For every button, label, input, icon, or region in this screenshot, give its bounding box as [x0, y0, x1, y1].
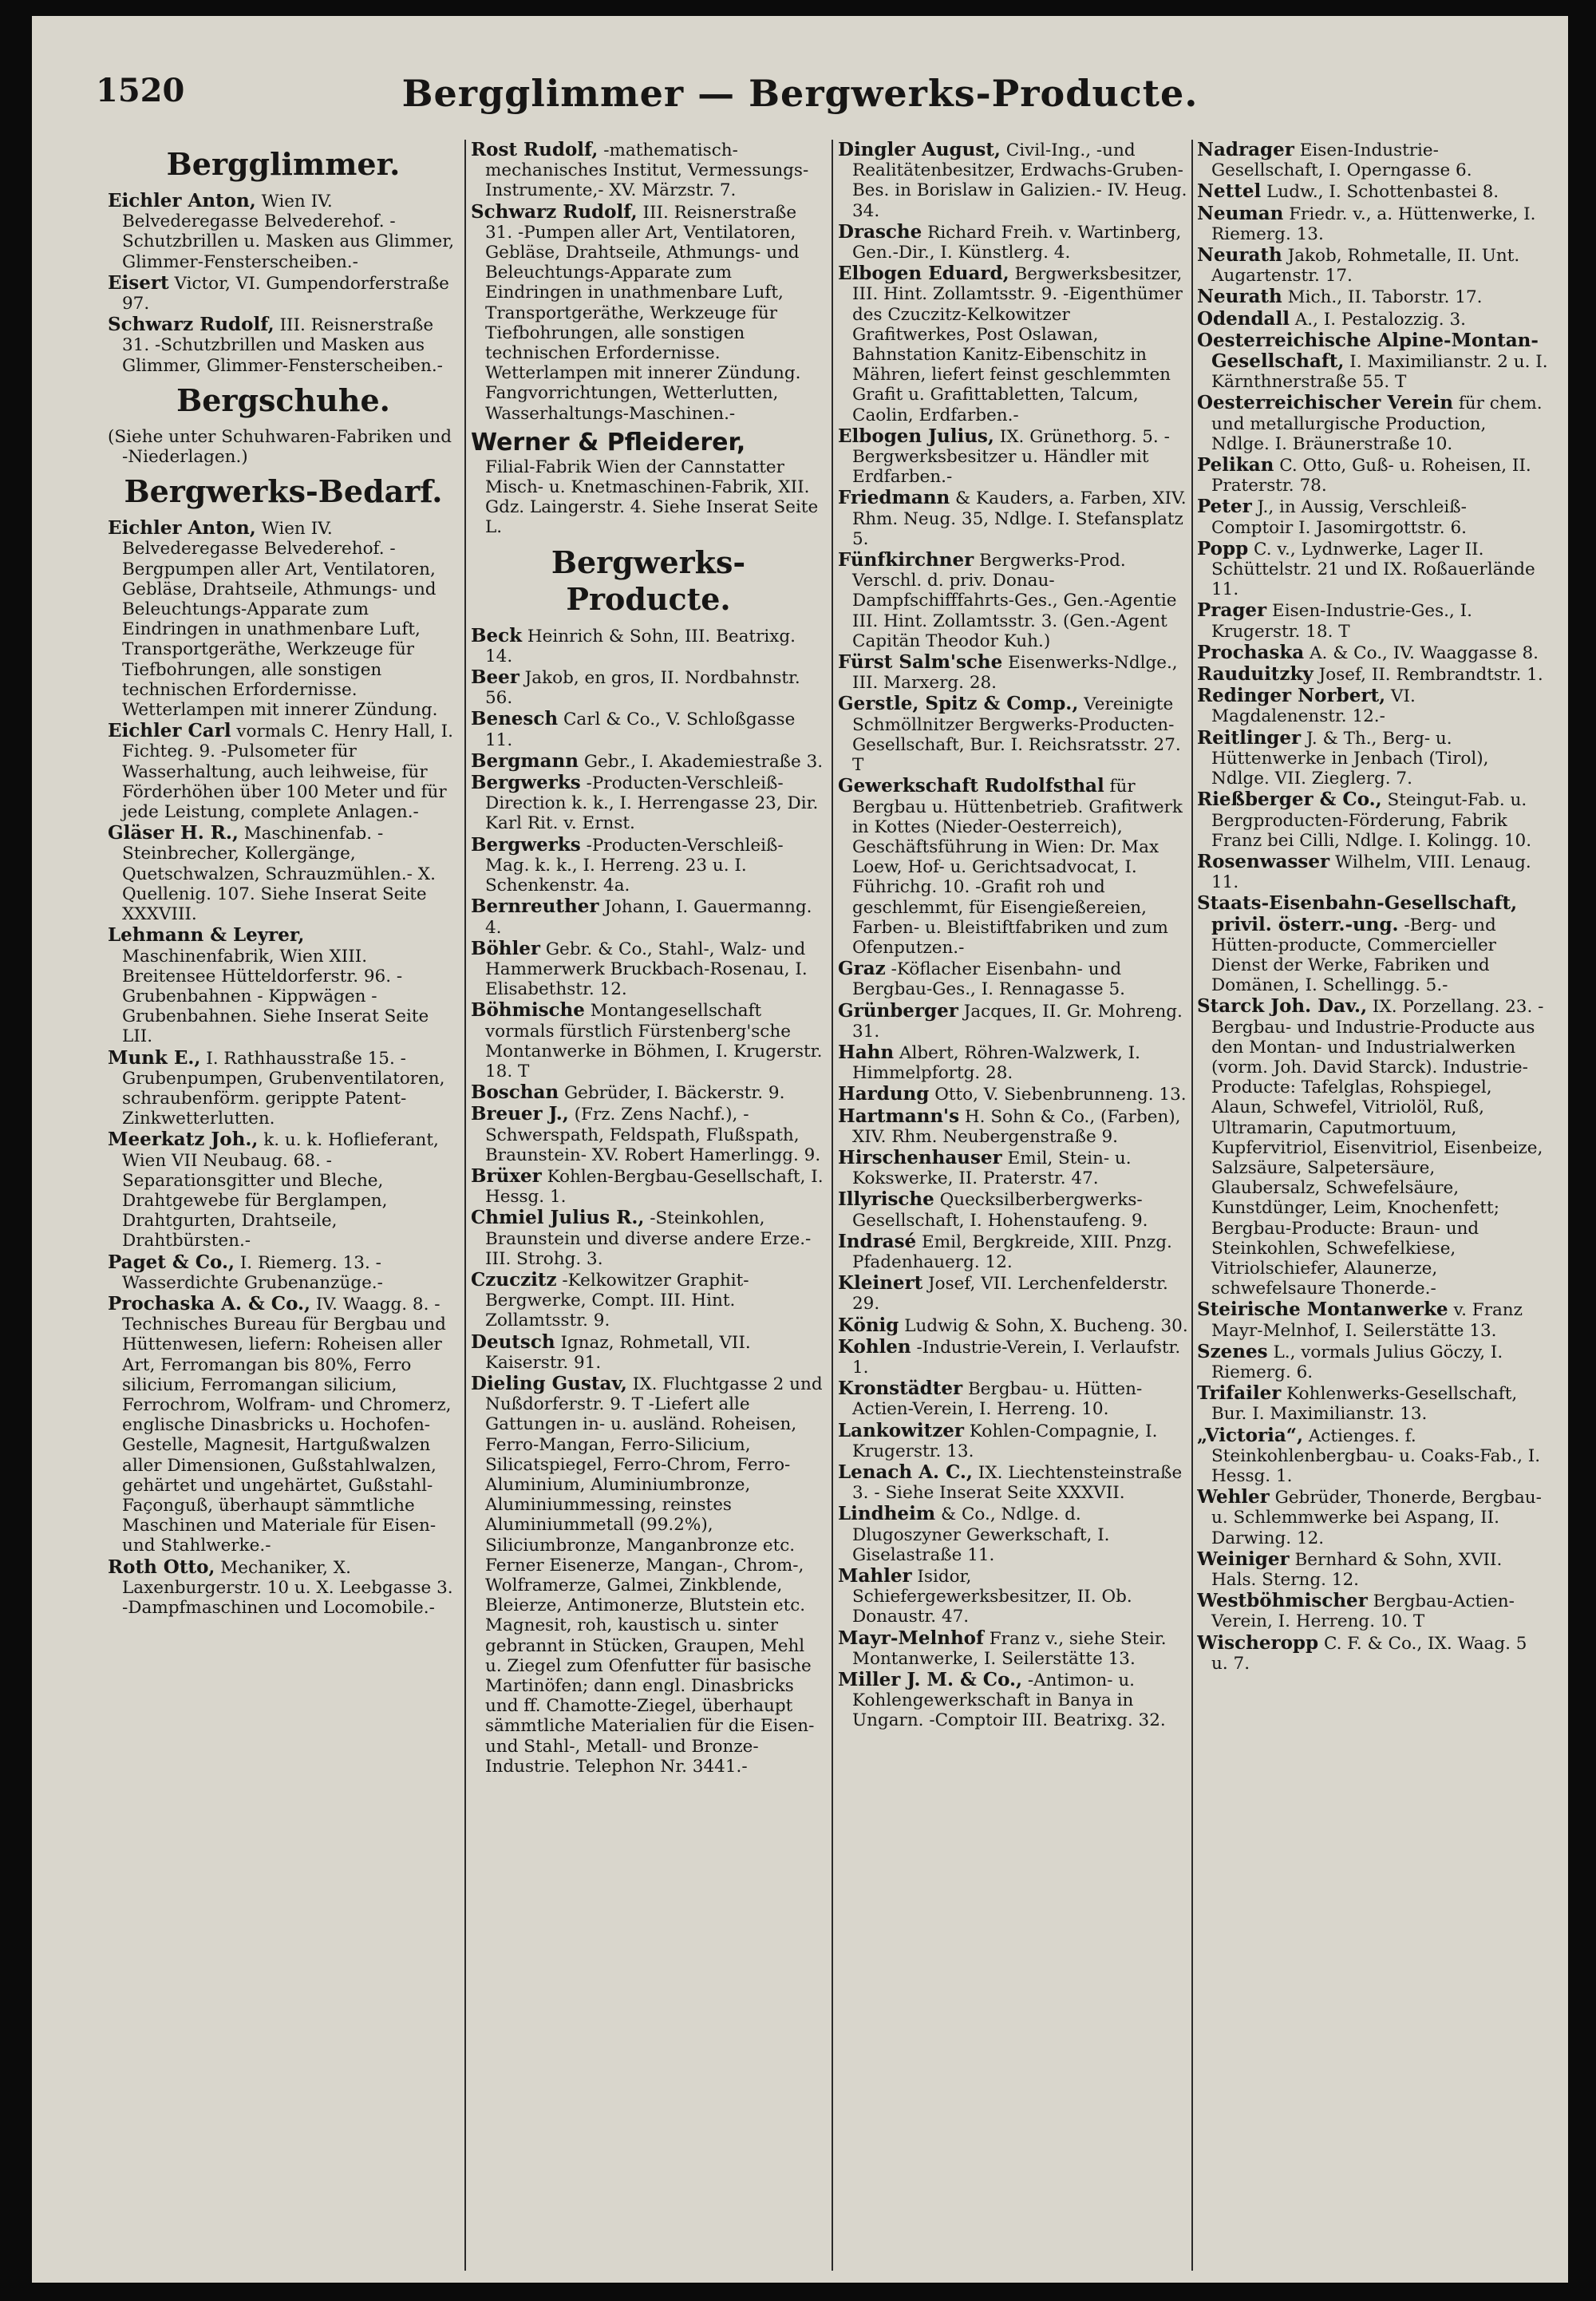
entry-name: Graz	[838, 958, 886, 980]
entry-name: Brüxer	[471, 1164, 542, 1187]
entry-text: (Siehe unter Schuhwaren-Fabriken und -Niederlagen.)	[108, 426, 452, 468]
entry-name: Breuer J.,	[471, 1103, 569, 1125]
entry-text: Filial-Fabrik Wien der Cannstatter Misch- u. Knetmaschinen-Fabrik, XII. Gdz. Laingerstr. 4. Siehe Inserat Seite L.	[485, 457, 819, 538]
section-heading: Bergschuhe.	[176, 382, 390, 418]
directory-entry	[1197, 496, 1548, 537]
entry-name: Neurath	[1197, 244, 1282, 267]
entry-text: III. Reisnerstraße 31. -Schutzbrillen und Masken aus Glimmer, Glimmer-Fensterscheiben.-	[122, 315, 443, 376]
directory-entry	[471, 1082, 826, 1103]
page-number: 1520	[96, 72, 185, 109]
directory-entry	[838, 1148, 1189, 1188]
entry-name: Wehler	[1197, 1486, 1270, 1508]
entry-text: k. u. k. Hoflieferant, Wien VII Neubaug. 68. -Separationsgitter und Bleche, Drahtgewebe für Berglampen, Drahtgurten, Drahtseile, Drahtbürsten.-	[122, 1130, 439, 1251]
directory-entry	[838, 1421, 1189, 1461]
entry-name: Prager	[1197, 599, 1267, 622]
column-4	[1197, 140, 1548, 2271]
entry-name: Pelikan	[1197, 454, 1274, 476]
entry-name: Illyrische	[838, 1188, 934, 1211]
entry-text: IX. Liechtensteinstraße 3. - Siehe Inserat Seite XXXVII.	[852, 1463, 1183, 1504]
entry-text: Gebrüder, I. Bäckerstr. 9.	[563, 1083, 785, 1104]
entry-text: Ludw., I. Schottenbastei 8.	[1266, 182, 1499, 203]
directory-entry	[1197, 893, 1548, 995]
entry-name: Rost Rudolf,	[471, 140, 598, 160]
entry-name: Werner & Pfleiderer,	[471, 428, 746, 457]
directory-entry	[471, 773, 826, 834]
entry-text: Maschinenfab. -Steinbrecher, Kollergänge, Quetschwalzen, Schrauzmühlen.- X. Quellenig. 107. Siehe Inserat Seite XXXVIII.	[122, 824, 436, 925]
entry-text: Albert, Röhren-Walzwerk, I. Himmelpfortg. 28.	[852, 1042, 1140, 1084]
directory-entry	[1197, 455, 1548, 496]
entry-text: III. Reisnerstraße 31. -Pumpen aller Art, Ventilatoren, Gebläse, Drahtseile, Athmungs- und Beleuchtungs-Apparate zum Eindringen in unathmenbare Luft, Transportgeräthe, Werkzeuge für Tiefbohrungen, alle sonstigen technischen Erfordernisse. Wetterlampen mit innerer Zündung. Fangvorrichtungen, Wetterlutten, Wasserhaltungs-Maschinen.-	[485, 202, 801, 424]
entry-text: Emil, Stein- u. Kokswerke, II. Praterstr. 47.	[852, 1148, 1132, 1189]
entry-name: Elbogen Eduard,	[838, 263, 1009, 285]
entry-text: A., I. Pestalozzig. 3.	[1294, 309, 1466, 330]
entry-name: Prochaska A. & Co.,	[108, 1292, 311, 1315]
directory-entry	[1197, 393, 1548, 454]
column-rule	[832, 140, 833, 2271]
directory-entry	[471, 751, 826, 772]
directory-entry	[471, 835, 826, 896]
entry-text: & Kauders, a. Farben, XIV. Rhm. Neug. 35, Ndlge. I. Stefansplatz 5.	[852, 488, 1187, 549]
entry-name: Nadrager	[1197, 140, 1294, 160]
entry-name: Bergmann	[471, 749, 579, 772]
entry-name: Trifailer	[1197, 1382, 1282, 1405]
entry-text: IV. Waagg. 8. -Technisches Bureau für Bergbau und Hüttenwesen, liefern: Roheisen aller Art, Ferromangan bis 80%, Ferro silicium, Ferromangan silicium, Ferrochrom, Wolfram- und Chromerz, englische Dinasbricks u. Hochofen-Gestelle, Magnesit, Hartgußwalzen aller Dimensionen, Gußstahlwalzen, gehärtet und ungehärtet, Gußstahl-Façonguß, überhaupt sämmtliche Maschinen und Materiale für Eisen- und Stahlwerke.-	[122, 1294, 452, 1556]
entry-text: Kohlen-Compagnie, I. Krugerstr. 13.	[852, 1421, 1158, 1461]
entry-text: Wilhelm, VIII. Lenaug. 11.	[1211, 852, 1531, 893]
directory-entry	[108, 823, 459, 924]
entry-text: Mechaniker, X. Laxenburgerstr. 10 u. X. Leebgasse 3. -Dampfmaschinen und Locomobile.-	[122, 1557, 453, 1618]
entry-name: Gewerkschaft Rudolfsthal	[838, 775, 1104, 797]
entry-name: Grünberger	[838, 999, 958, 1022]
directory-entry	[1197, 1591, 1548, 1631]
directory-entry	[838, 1001, 1189, 1042]
column-1	[108, 140, 459, 2271]
directory-entry	[1197, 1425, 1548, 1487]
entry-text: Heinrich & Sohn, III. Beatrixg. 14.	[485, 626, 796, 666]
entry-name: Lenach A. C.,	[838, 1461, 973, 1483]
directory-entry	[1197, 539, 1548, 600]
entry-text: Mich., II. Taborstr. 17.	[1287, 287, 1483, 308]
directory-entry	[471, 1270, 826, 1331]
entry-text: Bernhard & Sohn, XVII. Hals. Sterng. 12.	[1211, 1549, 1503, 1591]
directory-entry	[471, 667, 826, 708]
directory-entry	[471, 1000, 826, 1081]
column-2	[471, 140, 826, 2271]
entry-name: Indrasé	[838, 1230, 917, 1252]
entry-name: Schwarz Rudolf,	[471, 200, 638, 223]
entry-text: Emil, Bergkreide, XIII. Pnzg. Pfadenhauerg. 12.	[852, 1232, 1172, 1272]
entry-text: Gebr. & Co., Stahl-, Walz- und Hammerwerk Bruckbach-Rosenau, I. Elisabethstr. 12.	[485, 939, 808, 1000]
entry-name: Oesterreichische Alpine-Montan-Gesellschaft,	[1197, 329, 1539, 373]
directory-entry	[1197, 245, 1548, 286]
entry-name: Gerstle, Spitz & Comp.,	[838, 693, 1079, 715]
entry-text: Eisenwerks-Ndlge., III. Marxerg. 28.	[852, 653, 1178, 694]
directory-entry	[838, 776, 1189, 958]
directory-entry	[108, 191, 459, 272]
directory-entry	[108, 1294, 459, 1556]
entry-name: Hartmann's	[838, 1105, 960, 1127]
entry-text: I. Riemerg. 13. -Wasserdichte Grubenanzüge.-	[122, 1252, 383, 1293]
directory-entry	[1197, 996, 1548, 1299]
directory-entry	[838, 1106, 1189, 1147]
column-3	[838, 140, 1189, 2271]
directory-entry	[108, 314, 459, 376]
directory-entry	[838, 140, 1189, 221]
directory-entry	[1197, 181, 1548, 202]
directory-entry	[108, 427, 459, 467]
entry-text: Josef, VII. Lerchenfelderstr. 29.	[852, 1274, 1168, 1315]
entry-name: Mayr-Melnhof	[838, 1627, 984, 1649]
directory-entry	[838, 426, 1189, 488]
directory-entry	[1197, 852, 1548, 892]
entry-text: Civil-Ing., -und Realitätenbesitzer, Erdwachs-Gruben-Bes. in Borislaw in Galizien.- IV. Heug. 34.	[852, 140, 1187, 221]
directory-entry	[108, 1129, 459, 1251]
entry-name: Eichler Anton,	[108, 190, 256, 212]
entry-text: Isidor, Schiefergewerksbesitzer, II. Ob. Donaustr. 47.	[852, 1567, 1132, 1627]
section-heading: Bergglimmer.	[166, 146, 401, 182]
directory-entry	[471, 939, 826, 1000]
entry-text: -Producten-Verschleiß-Direction k. k., I. Herrengasse 23, Dir. Karl Rit. v. Ernst.	[485, 773, 819, 834]
directory-entry	[1197, 642, 1548, 663]
entry-text: Bergwerks-Prod. Verschl. d. priv. Donau-Dampfschifffahrts-Ges., Gen.-Agentie III. Hint. Zollamtsstr. 3. (Gen.-Agent Capitän Theodor Kuh.)	[852, 551, 1177, 651]
directory-entry	[838, 694, 1189, 775]
entry-name: Fünfkirchner	[838, 549, 974, 571]
directory-entry	[471, 1104, 826, 1165]
entry-name: Boschan	[471, 1081, 559, 1104]
directory-entry	[471, 1332, 826, 1373]
directory-entry	[1197, 287, 1548, 307]
entry-text: Josef, II. Rembrandtstr. 1.	[1318, 665, 1543, 686]
column-rule	[1191, 140, 1193, 2271]
entry-name: Deutsch	[471, 1330, 555, 1353]
entry-text: Victor, VI. Gumpendorferstraße 97.	[122, 273, 449, 314]
entry-text: C. Otto, Guß- u. Roheisen, II. Praterstr. 78.	[1211, 456, 1531, 496]
directory-entry	[108, 1252, 459, 1293]
entry-text: Jakob, Rohmetalle, II. Unt. Augartenstr. 17.	[1211, 246, 1520, 287]
entry-text: Carl & Co., V. Schloßgasse 11.	[485, 710, 796, 750]
entry-text: Steingut-Fab. u. Bergproducten-Förderung, Fabrik Franz bei Cilli, Ndlge. I. Kolingg. 10.	[1211, 790, 1532, 851]
entry-name: Meerkatz Joh.,	[108, 1129, 259, 1151]
entry-name: Elbogen Julius,	[838, 425, 994, 447]
entry-text: -mathematisch-mechanisches Institut, Vermessungs-Instrumente,- XV. Märzstr. 7.	[485, 140, 809, 201]
entry-name: Neuman	[1197, 202, 1284, 224]
entry-name: Roth Otto,	[108, 1556, 215, 1578]
directory-entry	[838, 1628, 1189, 1669]
entry-name: Dieling Gustav,	[471, 1372, 627, 1394]
entry-name: Lehmann & Leyrer,	[108, 924, 305, 947]
directory-entry	[471, 896, 826, 937]
directory-entry	[1197, 1383, 1548, 1424]
directory-entry	[1197, 789, 1548, 851]
entry-name: Chmiel Julius R.,	[471, 1207, 645, 1229]
entry-name: Wischeropp	[1197, 1631, 1319, 1654]
directory-entry	[838, 1273, 1189, 1314]
entry-text: J. & Th., Berg- u. Hüttenwerke in Jenbach (Tirol), Ndlge. VII. Zieglerg. 7.	[1211, 728, 1489, 789]
page-header	[32, 16, 1568, 128]
entry-text: IX. Grünethorg. 5. -Bergwerksbesitzer u. Händler mit Erdfarben.-	[852, 426, 1170, 488]
entry-name: Lindheim	[838, 1503, 936, 1525]
entry-name: König	[838, 1314, 899, 1336]
directory-page	[32, 16, 1568, 2283]
entry-name: Schwarz Rudolf,	[108, 314, 275, 336]
entry-text: -Köflacher Eisenbahn- und Bergbau-Ges., I. Rennagasse 5.	[852, 959, 1125, 1000]
directory-entry	[838, 1315, 1189, 1336]
entry-text: Jacques, II. Gr. Mohreng. 31.	[852, 1001, 1183, 1042]
entry-name: Steirische Montanwerke	[1197, 1299, 1448, 1321]
directory-entry	[838, 1042, 1189, 1083]
directory-entry	[838, 263, 1189, 425]
entry-name: Kronstädter	[838, 1378, 963, 1400]
entry-name: Dingler August,	[838, 140, 1001, 160]
entry-text: (Frz. Zens Nachf.), -Schwerspath, Feldspath, Flußspath, Braunstein- XV. Robert Hamerlingg. 9.	[485, 1105, 821, 1165]
directory-entry	[838, 1084, 1189, 1105]
entry-text: für chem. und metallurgische Production, Ndlge. I. Bräunerstraße 10.	[1211, 393, 1543, 454]
entry-text: -Antimon- u. Kohlengewerkschaft in Banya in Ungarn. -Comptoir III. Beatrixg. 32.	[852, 1670, 1166, 1731]
entry-text: Vereinigte Schmöllnitzer Bergwerks-Producten-Gesellschaft, Bur. I. Reichsratsstr. 27. T	[852, 694, 1181, 776]
entry-text: -Industrie-Verein, I. Verlaufstr. 1.	[852, 1337, 1181, 1378]
directory-entry	[838, 1378, 1189, 1419]
section-heading: Bergwerks-Bedarf.	[124, 473, 443, 510]
entry-text: Gebrüder, Thonerde, Bergbau- u. Schlemmwerke bei Aspang, II. Darwing. 12.	[1211, 1488, 1542, 1548]
entry-name: Benesch	[471, 708, 559, 730]
entry-text: Richard Freih. v. Wartinberg, Gen.-Dir., I. Künstlerg. 4.	[852, 222, 1182, 263]
entry-text: Bergwerksbesitzer, III. Hint. Zollamtsstr. 9. -Eigenthümer des Czuczitz-Kelkowitzer Grafitwerkes, Post Oslawan, Bahnstation Kanitz-Eibenschitz in Mähren, liefert feinst geschlemmten Grafit u. Grafittabletten, Talcum, Caolin, Erdfarben.-	[852, 264, 1183, 425]
entry-text: IX. Fluchtgasse 2 und Nußdorferstr. 9. T -Liefert alle Gattungen in- u. ausländ. Roheisen, Ferro-Mangan, Ferro-Silicium, Silicatspiegel, Ferro-Chrom, Ferro-Aluminium, Aluminiumbronze, Aluminiummessing, reinstes Aluminiummetall (99.2%), Siliciumbronze, Manganbronze etc. Ferner Eisenerze, Mangan-, Chrom-, Wolframerze, Galmei, Zinkblende, Bleierze, Antimonerze, Blutstein etc. Magnesit, roh, kaustisch u. sinter gebrannt in Stücken, Graupen, Mehl u. Ziegel zum Ofenfutter für basische Martinöfen; dann engl. Dinasbricks und ff. Chamotte-Ziegel, überhaupt sämmtliche Materialien für die Eisen- und Stahl-, Metall- und Bronze-Industrie. Telephon Nr. 3441.-	[485, 1374, 823, 1777]
entry-text: Friedr. v., a. Hüttenwerke, I. Riemerg. 13.	[1211, 204, 1536, 244]
directory-entry	[471, 709, 826, 749]
entry-name: Oesterreichischer Verein	[1197, 392, 1453, 414]
directory-entry	[108, 518, 459, 720]
entry-text: Montangesellschaft vormals fürstlich Fürstenberg'sche Montanwerke in Böhmen, I. Krugerstr. 18. T	[485, 1001, 823, 1081]
entry-text: A. & Co., IV. Waaggasse 8.	[1310, 642, 1539, 663]
directory-entry	[1197, 1549, 1548, 1590]
entry-text: vormals C. Henry Hall, I. Fichteg. 9. -Pulsometer für Wasserhaltung, auch leihweise, für Förderhöhen über 100 Meter und für jede Leistung, complete Anlagen.-	[122, 722, 453, 823]
directory-entry	[471, 140, 826, 201]
directory-entry	[1197, 204, 1548, 244]
entry-text: Johann, I. Gauermanng. 4.	[485, 897, 812, 938]
entry-name: Prochaska	[1197, 641, 1305, 663]
entry-name: Redinger Norbert,	[1197, 685, 1386, 707]
directory-entry	[1197, 140, 1548, 180]
directory-entry	[838, 1462, 1189, 1503]
directory-entry	[838, 550, 1189, 651]
entry-name: Nettel	[1197, 180, 1262, 203]
entry-name: Popp	[1197, 537, 1249, 559]
entry-name: Westböhmischer	[1197, 1590, 1368, 1612]
entry-text: Ignaz, Rohmetall, VII. Kaiserstr. 91.	[485, 1332, 751, 1373]
entry-name: Beck	[471, 624, 523, 646]
entry-text: -Berg- und Hütten-producte, Commercieller Dienst der Werke, Fabriken und Domänen, I. Schellingg. 5.-	[1211, 915, 1496, 996]
entry-text: IX. Porzellang. 23. - Bergbau- und Industrie-Producte aus den Montan- und Industrialwerken (vorm. Joh. David Starck). Industrie-Producte: Tafelglas, Rohspiegel, Alaun, Schwefel, Vitriolöl, Ruß, Ultramarin, Caputmortuum, Kupfervitriol, Eisenvitriol, Eisenbeize, Salzsäure, Salpetersäure, Glaubersalz, Schwefelsäure, Kunstdünger, Leim, Knochenfett; Bergbau-Producte: Braun- und Steinkohlen, Schwefelkiese, Vitriolschiefer, Alaunerze, schwefelsaure Thonerde.-	[1211, 997, 1544, 1299]
entry-name: Eisert	[108, 271, 169, 294]
directory-entry	[1197, 600, 1548, 641]
entry-name: Fürst Salm'sche	[838, 651, 1003, 674]
entry-text: & Co., Ndlge. d. Dlugoszyner Gewerkschaft, I. Giselastraße 11.	[852, 1504, 1110, 1565]
entry-name: Friedmann	[838, 487, 950, 509]
entry-name: Neurath	[1197, 286, 1282, 308]
entry-text: Eisen-Industrie-Ges., I. Krugerstr. 18. T	[1211, 601, 1472, 642]
entry-text: Gebr., I. Akademiestraße 3.	[583, 751, 824, 772]
entry-text: H. Sohn & Co., (Farben), XIV. Rhm. Neubergenstraße 9.	[852, 1106, 1181, 1147]
entry-name: Hardung	[838, 1083, 930, 1105]
entry-text: C. v., Lydnwerke, Lager II. Schüttelstr. 21 und IX. Roßauerlände 11.	[1211, 539, 1535, 600]
entry-text: Maschinenfabrik, Wien XIII. Breitensee Hütteldorferstr. 96. -Grubenbahnen - Kippwägen - Grubenbahnen. Siehe Inserat Seite LII.	[122, 946, 429, 1047]
directory-entry	[108, 925, 459, 1046]
entry-name: Drasche	[838, 220, 922, 243]
entry-name: Bergwerks	[471, 772, 581, 794]
directory-entry	[838, 222, 1189, 263]
directory-entry	[108, 1048, 459, 1129]
entry-text: Wien IV. Belvederegasse Belvederehof. -Schutzbrillen u. Masken aus Glimmer, Glimmer-Fensterscheiben.-	[122, 192, 455, 272]
directory-entry	[1197, 1487, 1548, 1548]
entry-name: Peter	[1197, 496, 1252, 518]
section-heading: Bergwerks-Producte.	[551, 544, 746, 617]
entry-name: Böhler	[471, 937, 540, 959]
entry-text: Quecksilberbergwerks-Gesellschaft, I. Hohenstaufeng. 9.	[852, 1190, 1148, 1231]
directory-entry	[471, 1374, 826, 1777]
column-rule	[464, 140, 466, 2271]
entry-text: I. Rathhausstraße 15. -Grubenpumpen, Grubenventilatoren, schraubenförm. gerippte Patent-Zinkwetterlutten.	[122, 1048, 445, 1129]
entry-text: Franz v., siehe Steir. Montanwerke, I. Seilerstätte 13.	[852, 1628, 1167, 1669]
entry-text: I. Maximilianstr. 2 u. I. Kärnthnerstraße 55. T	[1211, 352, 1548, 393]
entry-text: Kohlen-Bergbau-Gesellschaft, I. Hessg. 1.	[485, 1166, 824, 1208]
directory-entry	[1197, 728, 1548, 789]
entry-text: für Bergbau u. Hüttenbetrieb. Grafitwerk in Kottes (Nieder-Oesterreich), Geschäftsführung in Wien: Dr. Max Loew, Hof- u. Gerichtsadvocat, I. Führichg. 10. -Grafit roh und geschlemmt, für Eisengießereien, Farben- u. Bleistiftfabriken und zum Ofenputzen.-	[852, 777, 1183, 958]
directory-entry	[838, 959, 1189, 999]
entry-text: Bergbau-Actien-Verein, I. Herreng. 10. T	[1211, 1591, 1515, 1632]
entry-name: Miller J. M. & Co.,	[838, 1669, 1023, 1691]
directory-entry	[838, 488, 1189, 549]
entry-name: Staats-Eisenbahn-Gesellschaft, privil. österr.-ung.	[1197, 892, 1518, 935]
directory-entry	[1197, 1633, 1548, 1674]
entry-name: Lankowitzer	[838, 1419, 965, 1441]
entry-name: Paget & Co.,	[108, 1251, 235, 1273]
entry-name: Rosenwasser	[1197, 850, 1330, 872]
directory-entry	[471, 626, 826, 666]
entry-name: Gläser H. R.,	[108, 822, 239, 844]
entry-text: J., in Aussig, Verschleiß-Comptoir I. Jasomirgottstr. 6.	[1211, 497, 1467, 538]
entry-name: Starck Joh. Dav.,	[1197, 995, 1368, 1018]
running-title: Bergglimmer — Bergwerks-Producte.	[401, 72, 1199, 115]
entry-text: -Kelkowitzer Graphit-Bergwerke, Compt. III. Hint. Zollamtsstr. 9.	[485, 1270, 749, 1331]
entry-text: Actienges. f. Steinkohlenbergbau- u. Coaks-Fab., I. Hessg. 1.	[1211, 1425, 1541, 1486]
entry-name: Kohlen	[838, 1335, 911, 1358]
entry-name: Bernreuther	[471, 895, 599, 918]
directory-entry	[108, 273, 459, 314]
directory-entry	[1197, 309, 1548, 330]
entry-name: Bergwerks	[471, 833, 581, 856]
entry-name: „Victoria“,	[1197, 1424, 1303, 1446]
entry-text: v. Franz Mayr-Melnhof, I. Seilerstätte 13.	[1211, 1300, 1523, 1341]
entry-name: Weiniger	[1197, 1548, 1290, 1570]
entry-text: C. F. & Co., IX. Waag. 5 u. 7.	[1211, 1633, 1527, 1674]
entry-text: Ludwig & Sohn, X. Bucheng. 30.	[904, 1315, 1188, 1336]
entry-text: -Steinkohlen, Braunstein und diverse andere Erze.- III. Strohg. 3.	[485, 1208, 812, 1269]
entry-name: Kleinert	[838, 1272, 923, 1295]
directory-entry	[471, 202, 826, 424]
directory-entry	[1197, 664, 1548, 685]
entry-text: Wien IV. Belvederegasse Belvederehof. -Bergpumpen aller Art, Ventilatoren, Gebläse, Drahtseile, Athmungs- und Beleuchtungs-Apparate zum Eindringen in unathmenbare Luft, Transportgeräthe, Werkzeuge für Tiefbohrungen, alle sonstigen technischen Erfordernisse. Wetterlampen mit innerer Zündung.	[122, 519, 438, 721]
directory-entry	[108, 1557, 459, 1619]
entry-name: Beer	[471, 666, 519, 689]
directory-entry	[471, 1166, 826, 1207]
entry-name: Odendall	[1197, 307, 1290, 330]
entry-text: Otto, V. Siebenbrunneng. 13.	[934, 1085, 1187, 1105]
entry-name: Rießberger & Co.,	[1197, 789, 1382, 811]
entry-text: VI. Magdalenenstr. 12.-	[1211, 686, 1416, 727]
directory-entry	[838, 1504, 1189, 1565]
entry-name: Rauduitzky	[1197, 663, 1314, 686]
directory-entry	[838, 1337, 1189, 1378]
entry-name: Hirschenhauser	[838, 1146, 1002, 1168]
column-area	[108, 140, 1568, 2271]
entry-name: Czuczitz	[471, 1268, 557, 1291]
entry-text: L., vormals Julius Göczy, I. Riemerg. 6.	[1211, 1342, 1503, 1382]
entry-name: Szenes	[1197, 1340, 1268, 1362]
entry-name: Eichler Carl	[108, 720, 231, 742]
entry-name: Reitlinger	[1197, 726, 1302, 749]
directory-entry	[1197, 1342, 1548, 1382]
entry-name: Hahn	[838, 1041, 895, 1063]
directory-entry	[838, 1566, 1189, 1627]
entry-name: Munk E.,	[108, 1046, 201, 1069]
entry-text: Eisen-Industrie-Gesellschaft, I. Operngasse 6.	[1211, 140, 1472, 181]
directory-entry	[838, 1670, 1189, 1731]
directory-entry	[838, 1189, 1189, 1230]
directory-entry	[838, 1232, 1189, 1272]
entry-name: Mahler	[838, 1565, 912, 1587]
directory-entry	[838, 652, 1189, 693]
directory-entry	[471, 1208, 826, 1269]
directory-entry	[1197, 686, 1548, 726]
entry-text: Bergbau- u. Hütten-Actien-Verein, I. Herreng. 10.	[852, 1379, 1143, 1420]
entry-name: Böhmische	[471, 999, 585, 1022]
entry-text: Jakob, en gros, II. Nordbahnstr. 56.	[485, 668, 800, 709]
entry-text: -Producten-Verschleiß-Mag. k. k., I. Herreng. 23 u. I. Schenkenstr. 4a.	[485, 835, 784, 896]
entry-name: Eichler Anton,	[108, 517, 256, 540]
advert-entry	[471, 429, 826, 538]
directory-entry	[108, 721, 459, 822]
directory-entry	[1197, 330, 1548, 393]
entry-text: Kohlenwerks-Gesellschaft, Bur. I. Maximilianstr. 13.	[1211, 1384, 1518, 1425]
directory-entry	[1197, 1299, 1548, 1340]
